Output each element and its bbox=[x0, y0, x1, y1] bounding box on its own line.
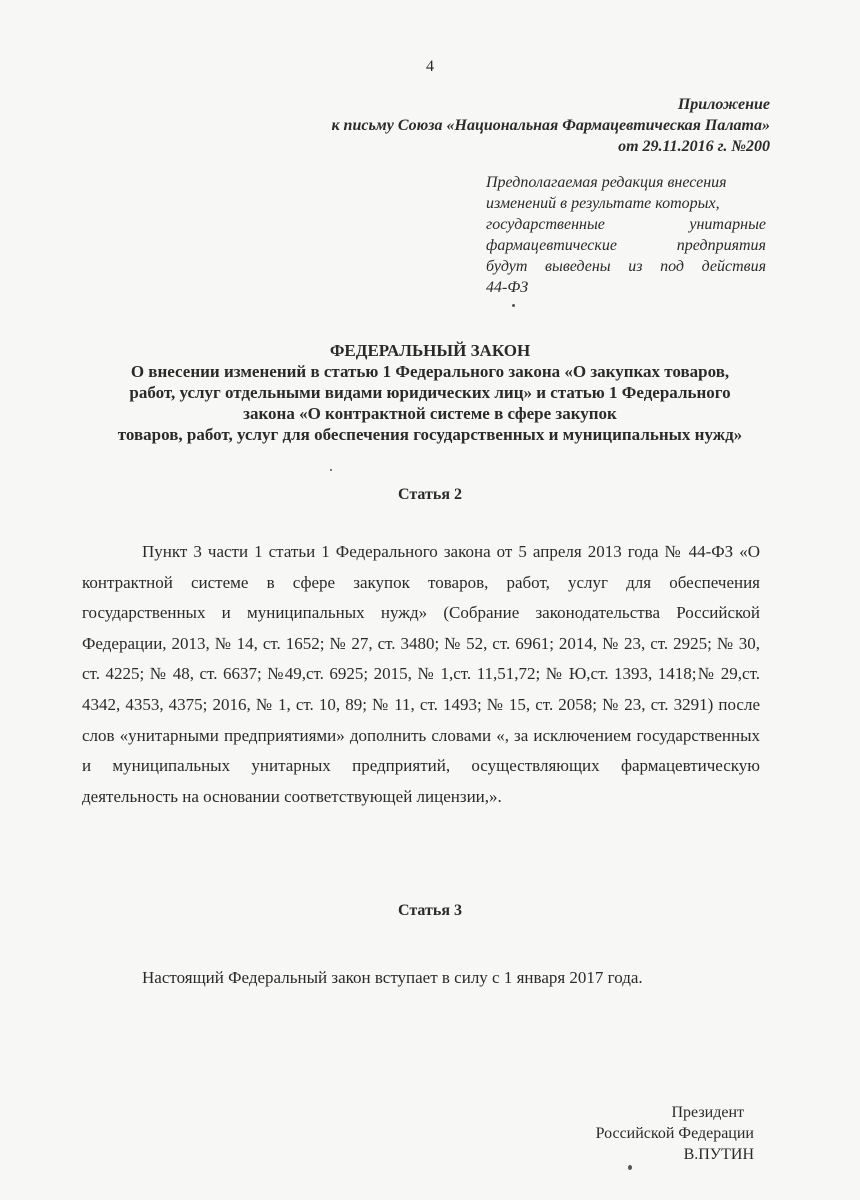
law-heading: ФЕДЕРАЛЬНЫЙ ЗАКОН bbox=[329, 341, 531, 360]
attachment-date-number: от 29.11.2016 г. №200 bbox=[618, 138, 770, 155]
law-title-line: работ, услуг отдельными видами юридических лиц» и статью 1 Федерального bbox=[129, 383, 731, 402]
attachment-header bbox=[331, 94, 770, 157]
article-3-heading: Статья 3 bbox=[398, 902, 462, 919]
law-title-line: О внесении изменений в статью 1 Федерального закона «О закупках товаров, bbox=[130, 362, 730, 381]
article-2-text: Пункт 3 части 1 статьи 1 Федерального закона от 5 апреля 2013 года № 44-ФЗ «О контрактной системе в сфере закупок товаров, работ, услуг для обеспечения государственных и муниципальных нужд» (Собрание законодательства Российской Федерации, 2013, № 14, ст. 1652; № 27, ст. 3480; № 52, ст. 6961; 2014, № 23, ст. 2925; № 30, ст. 4225; № 48, ст. 6637; №49,ст. 6925; 2015, № 1,ст. 11,51,72; № Ю,ст. 1393, 1418;№ 29,ст. 4342, 4353, 4375; 2016, № 1, ст. 10, 89; № 11, ст. 1493; № 15, ст. 2058; № 23, ст. 3291) после слов «унитарными предприятиями» дополнить словами «, за исключением государственных и муниципальных унитарных предприятий, осуществляющих фармацевтическую деятельность на основании соответствующей лицензии,». bbox=[82, 542, 760, 806]
draft-note-line: 44-ФЗ bbox=[486, 279, 529, 296]
attachment-title: Приложение bbox=[677, 96, 770, 113]
draft-note-line: фармацевтические предприятия bbox=[486, 237, 766, 254]
law-title-block bbox=[90, 340, 770, 445]
scan-speck bbox=[628, 1165, 632, 1170]
law-title-line: закона «О контрактной системе в сфере закупок bbox=[243, 404, 617, 423]
draft-note-line: будут выведены из под действия bbox=[486, 258, 766, 275]
draft-note-line: Предполагаемая редакция внесения bbox=[486, 174, 727, 191]
signature-country: Российской Федерации bbox=[595, 1125, 754, 1142]
law-title-line: товаров, работ, услуг для обеспечения государственных и муниципальных нужд» bbox=[117, 425, 743, 444]
page-number: 4 bbox=[426, 58, 434, 75]
draft-note-line: государственные унитарные bbox=[486, 216, 766, 233]
article-3-text: Настоящий Федеральный закон вступает в силу с 1 января 2017 года. bbox=[142, 968, 643, 987]
signature-block bbox=[596, 1102, 754, 1165]
attachment-letter-reference: к письму Союза «Национальная Фармацевтическая Палата» bbox=[331, 117, 770, 134]
signature-title: Президент bbox=[671, 1104, 744, 1121]
draft-note bbox=[486, 172, 766, 298]
signature-name: В.ПУТИН bbox=[683, 1146, 754, 1163]
article-2-heading: Статья 2 bbox=[398, 486, 462, 503]
scan-speck bbox=[512, 304, 515, 307]
draft-note-line: изменений в результате которых, bbox=[486, 195, 720, 212]
scan-speck bbox=[330, 469, 332, 471]
